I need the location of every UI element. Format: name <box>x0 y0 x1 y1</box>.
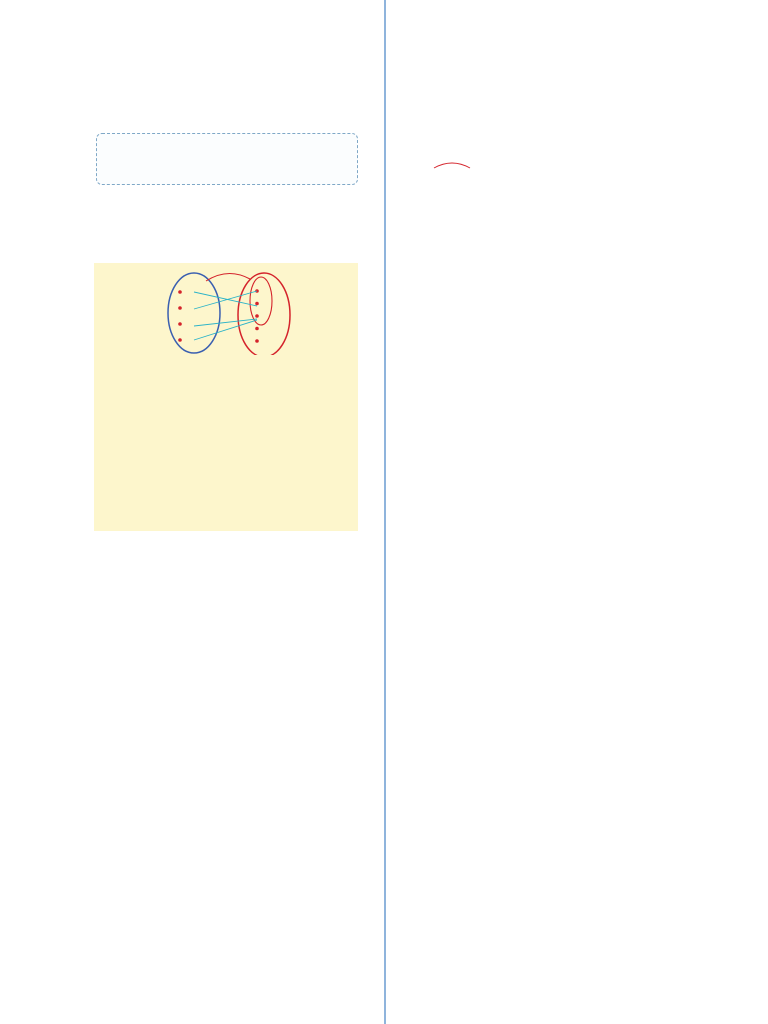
panel-item <box>102 405 116 415</box>
item-text <box>116 453 146 463</box>
element-dot <box>178 290 182 294</box>
mapping-line <box>194 319 257 326</box>
element-dot <box>178 322 182 326</box>
definition-box <box>96 133 358 185</box>
venn-diagram <box>434 163 470 168</box>
element-dot <box>178 338 182 342</box>
element-dot <box>255 302 259 306</box>
panel-item <box>102 484 116 494</box>
map-arrow <box>206 273 250 281</box>
panel-item <box>102 421 146 431</box>
element-dot <box>255 327 259 331</box>
venn-diagrams <box>400 148 680 258</box>
image-set-ellipse <box>250 277 272 325</box>
panel-item <box>102 502 116 512</box>
item-text <box>116 421 146 431</box>
element-dot <box>255 339 259 343</box>
map-arrow <box>434 163 470 168</box>
item-text <box>116 437 146 447</box>
domain-panel <box>94 263 358 531</box>
mapping-line <box>194 320 257 340</box>
panel-item <box>102 437 146 447</box>
set-a-ellipse <box>168 273 220 353</box>
panel-item <box>102 453 146 463</box>
panel-item <box>102 515 116 525</box>
panel-item <box>102 471 116 481</box>
column-divider <box>384 0 386 1024</box>
element-dot <box>255 314 259 318</box>
set-b-ellipse <box>238 273 290 355</box>
venn-diagram-main <box>94 263 358 355</box>
element-dot <box>178 306 182 310</box>
